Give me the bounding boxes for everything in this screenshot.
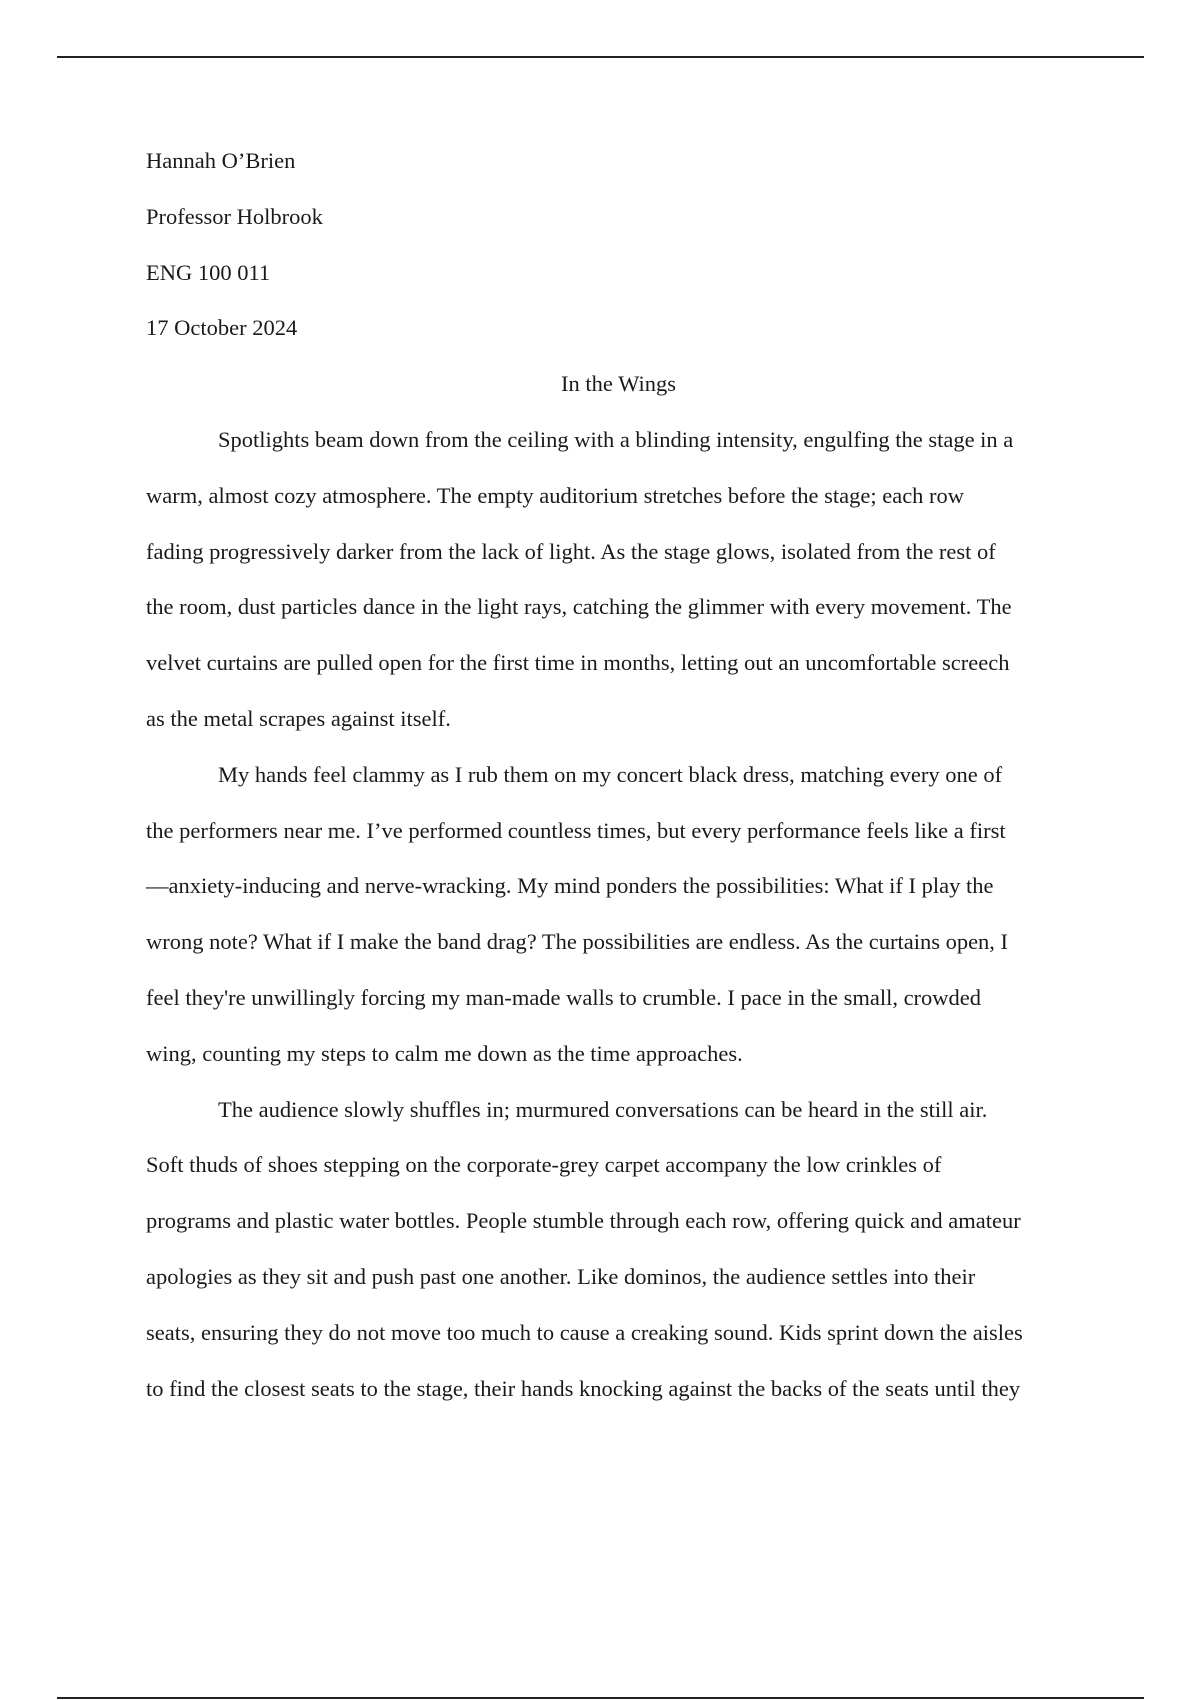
page-bottom-rule (57, 1697, 1144, 1699)
text-line: Soft thuds of shoes stepping on the corporate-grey carpet accompany the low crinkles of (146, 1152, 942, 1178)
document-date: 17 October 2024 (146, 315, 298, 341)
text-line: as the metal scrapes against itself. (146, 705, 451, 731)
text-line: The audience slowly shuffles in; murmured conversations can be heard in the still air. (218, 1096, 988, 1122)
instructor-name: Professor Holbrook (146, 203, 323, 229)
paragraph (146, 747, 1091, 1082)
text-line: —anxiety-inducing and nerve-wracking. My mind ponders the possibilities: What if I play the (146, 873, 994, 899)
text-line: apologies as they sit and push past one another. Like dominos, the audience settles into their (146, 1263, 976, 1289)
essay-title: In the Wings (561, 371, 676, 397)
text-line: warm, almost cozy atmosphere. The empty auditorium stretches before the stage; each row (146, 482, 965, 508)
text-line: velvet curtains are pulled open for the first time in months, letting out an uncomfortable screech (146, 650, 1010, 676)
page-top-rule (57, 56, 1144, 58)
text-line: programs and plastic water bottles. People stumble through each row, offering quick and amateur (146, 1208, 1021, 1234)
text-line: fading progressively darker from the lack of light. As the stage glows, isolated from the rest of (146, 538, 996, 564)
course-code: ENG 100 011 (146, 259, 271, 285)
text-line: wing, counting my steps to calm me down as the time approaches. (146, 1040, 743, 1066)
text-line: the performers near me. I’ve performed countless times, but every performance feels like a first (146, 817, 1006, 843)
author-name: Hannah O’Brien (146, 148, 296, 173)
text-line: feel they're unwillingly forcing my man-made walls to crumble. I pace in the small, crowded (146, 984, 982, 1010)
text-line: My hands feel clammy as I rub them on my concert black dress, matching every one of (218, 761, 1003, 787)
text-line: seats, ensuring they do not move too much to cause a creaking sound. Kids sprint down the aisles (146, 1319, 1023, 1345)
text-line: Spotlights beam down from the ceiling with a blinding intensity, engulfing the stage in a (218, 426, 1014, 452)
text-line: wrong note? What if I make the band drag? The possibilities are endless. As the curtains open, I (146, 929, 1009, 955)
paragraph (146, 1082, 1091, 1417)
text-line: the room, dust particles dance in the light rays, catching the glimmer with every movement. The (146, 594, 1012, 620)
text-line: to find the closest seats to the stage, their hands knocking against the backs of the seats until they (146, 1375, 1021, 1401)
paragraph (146, 412, 1091, 747)
document-page (146, 133, 1091, 1416)
